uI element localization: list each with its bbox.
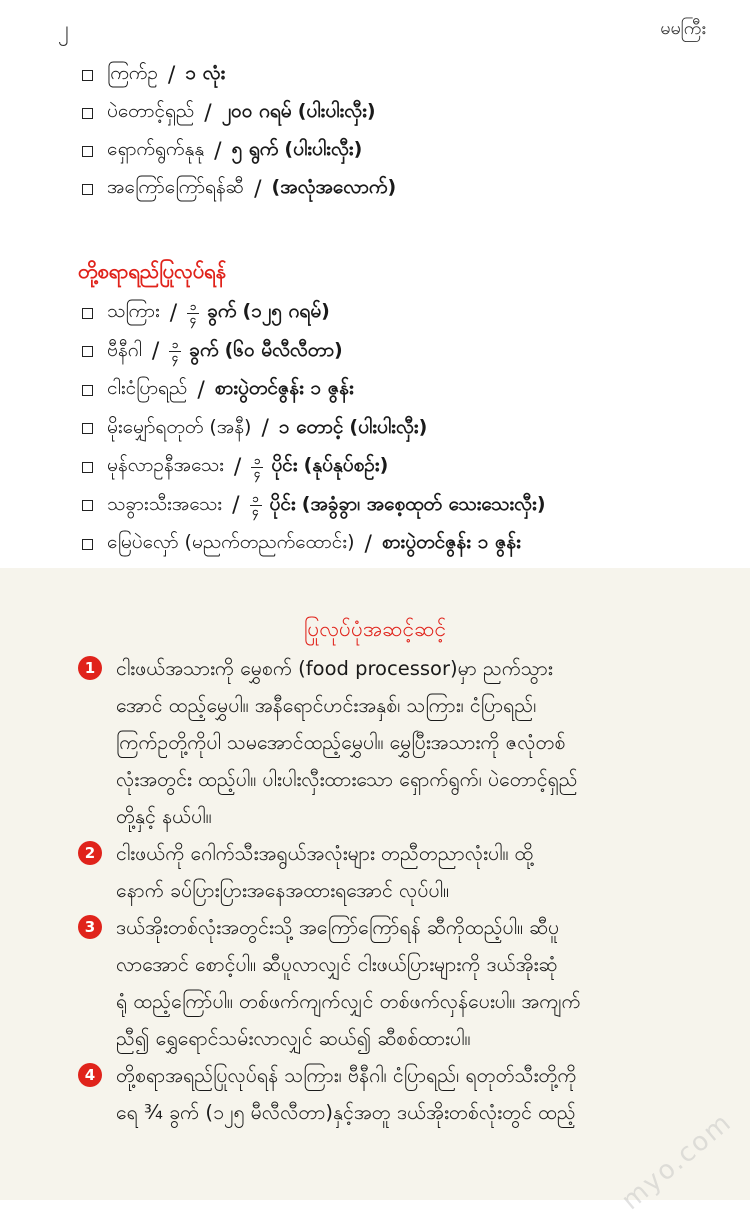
- separator: /: [167, 62, 176, 88]
- page-header: မမကြီး: [660, 18, 706, 39]
- list-item: [82, 410, 546, 449]
- checkbox-icon: [82, 108, 93, 119]
- step-2: [78, 835, 718, 909]
- checkbox-icon: [82, 146, 93, 157]
- list-item: [82, 371, 546, 410]
- separator: /: [197, 377, 205, 403]
- item-qty: ၁ တောင့်: [278, 415, 344, 438]
- item-name: သကြား: [107, 300, 160, 323]
- item-qty: စားပွဲတင်ဇွန်း ၁ ဇွန်း: [381, 531, 521, 554]
- step-number-badge: 3: [78, 915, 102, 939]
- item-note: (အလုံအလောက်): [271, 176, 397, 198]
- item-name: ရှောက်ရွက်နုနု: [107, 138, 205, 160]
- step-number-badge: 1: [78, 656, 102, 680]
- step-1: [78, 650, 718, 835]
- item-name: ငါးငံပြာရည်: [107, 377, 188, 400]
- checkbox-icon: [82, 462, 93, 473]
- fraction: [169, 340, 181, 363]
- item-qty: ခွက်: [189, 338, 219, 361]
- item-name: ပဲတောင့်ရှည်: [107, 100, 195, 122]
- separator: /: [214, 138, 222, 164]
- list-item: [82, 56, 396, 94]
- item-qty: ၁ လုံး: [185, 62, 226, 84]
- fraction-denominator: ၄: [190, 312, 197, 326]
- separator: /: [151, 339, 160, 365]
- item-qty: ပိုင်း: [271, 454, 298, 477]
- checkbox-icon: [82, 539, 93, 550]
- step-text-line: ငါးဖယ်အသားကို မွှေစက် (food processor)မှာ ညက်သွား: [116, 657, 553, 680]
- checkbox-icon: [82, 385, 93, 396]
- item-name: ဗီနီဂါ: [107, 338, 142, 361]
- item-note: (နုပ်နုပ်စဉ်း): [303, 454, 389, 477]
- item-name: အကြော်ကြော်ရန်ဆီ: [107, 176, 245, 198]
- step-text-line: လုံးအတွင်း ထည့်ပါ။ ပါးပါးလှီးထားသော ရှောက်ရွက်၊ ပဲတောင့်ရှည်: [116, 768, 578, 791]
- step-text-line: ရုံ ထည့်ကြော်ပါ။ တစ်ဖက်ကျက်လျှင် တစ်ဖက်လှန်ပေးပါ။ အကျက်: [116, 990, 581, 1013]
- list-item: [82, 170, 396, 208]
- item-name: မြေပဲလှော် (မညက်တညက်ထောင်း): [107, 531, 355, 554]
- step-number-badge: 2: [78, 841, 102, 865]
- checkbox-icon: [82, 70, 93, 81]
- step-text-line: ကြက်ဥတို့ကိုပါ သမအောင်ထည့်မွှေပါ။ မွှေပြီးအသားကို ဇလုံတစ်: [116, 731, 566, 754]
- item-name: မုန်လာဥနီအသေး: [107, 454, 224, 477]
- checkbox-icon: [82, 184, 93, 195]
- checkbox-icon: [82, 346, 93, 357]
- step-text-line: နောက် ခပ်ပြားပြားအနေအထားရအောင် လုပ်ပါ။: [116, 879, 449, 902]
- step-text-line: တို့စရာအရည်ပြုလုပ်ရန် သကြား၊ ဗီနီဂါ၊ ငံပြာရည်၊ ရတုတ်သီးတို့ကို: [116, 1064, 577, 1087]
- item-qty: ၅ ရွက်: [231, 138, 279, 160]
- fraction: [250, 494, 262, 517]
- fraction: [251, 453, 263, 480]
- step-text-line: ရေ ¾ ခွက် (၁၂၅ မီလီလီတာ)နှင့်အတူ ဒယ်အိုးတစ်လုံးတွင် ထည့်: [116, 1101, 576, 1124]
- list-item: [82, 333, 546, 372]
- checkbox-icon: [82, 423, 93, 434]
- sauce-ingredient-list: [82, 294, 546, 564]
- item-note: (၁၂၅ ဂရမ်): [242, 300, 330, 323]
- fraction-numerator: ၁: [252, 492, 259, 506]
- fraction-denominator: ၄: [252, 505, 259, 519]
- list-item: [82, 487, 546, 526]
- item-note: (ပါးပါးလှီး): [297, 100, 376, 122]
- item-qty: ၂၀၀ ဂရမ်: [221, 100, 292, 122]
- list-item: [82, 525, 546, 564]
- fraction-numerator: ၁: [254, 453, 261, 467]
- page-number: ၂: [58, 17, 69, 42]
- item-note: (ပါးပါးလှီး): [349, 415, 428, 438]
- item-note: (၆၀ မီလီလီတာ): [224, 338, 343, 361]
- separator: /: [261, 416, 269, 442]
- item-name: မိုးမျှော်ရတုတ် (အနီ): [107, 415, 252, 438]
- item-name: သခွားသီးအသေး: [107, 492, 223, 515]
- method-steps: [78, 650, 718, 1131]
- separator: /: [232, 493, 240, 519]
- watermark: myo.com: [616, 1107, 738, 1216]
- checkbox-icon: [82, 308, 93, 319]
- separator: /: [169, 300, 178, 326]
- step-text-line: လာအောင် စောင့်ပါ။ ဆီပူလာလျှင် ငါးဖယ်ပြားများကို ဒယ်အိုးဆုံ: [116, 953, 558, 976]
- item-qty: ပိုင်း: [269, 492, 296, 515]
- item-name: ကြက်ဥ: [107, 62, 158, 84]
- step-text-line: ညီ၍ ရွှေရောင်သမ်းလာလျှင် ဆယ်၍ ဆီစစ်ထားပါ။: [116, 1027, 471, 1050]
- separator: /: [204, 100, 212, 126]
- fraction-denominator: ၄: [254, 466, 261, 480]
- step-3: [78, 909, 718, 1057]
- item-note: (အခွံခွာ၊ အစေ့ထုတ် သေးသေးလှီး): [301, 492, 546, 515]
- step-text-line: အောင် ထည့်မွှေပါ။ အနီရောင်ဟင်းအနှစ်၊ သကြား၊ ငံပြာရည်၊: [116, 694, 537, 717]
- fraction-numerator: ၁: [190, 299, 197, 313]
- step-number-badge: 4: [78, 1063, 102, 1087]
- list-item: [82, 94, 396, 132]
- step-text-line: ငါးဖယ်ကို ဂေါက်သီးအရွယ်အလုံးများ တညီတညာလုံးပါ။ ထို့: [116, 842, 534, 865]
- fraction-numerator: ၁: [172, 338, 179, 352]
- step-text-line: တို့နှင့် နယ်ပါ။: [116, 805, 212, 828]
- section-heading-method: ပြုလုပ်ပုံအဆင့်ဆင့်: [303, 617, 447, 641]
- section-heading-sauce: တို့စရာရည်ပြုလုပ်ရန်: [78, 259, 227, 283]
- list-item: [82, 294, 546, 333]
- checkbox-icon: [82, 500, 93, 511]
- ingredient-list: [82, 56, 396, 208]
- list-item: [82, 132, 396, 170]
- fraction: [187, 299, 199, 326]
- item-qty: ခွက်: [207, 300, 237, 323]
- step-4: [78, 1057, 718, 1131]
- separator: /: [254, 176, 262, 202]
- list-item: [82, 448, 546, 487]
- item-qty: စားပွဲတင်ဇွန်း ၁ ဇွန်း: [214, 377, 354, 400]
- separator: /: [364, 531, 372, 557]
- step-text-line: ဒယ်အိုးတစ်လုံးအတွင်းသို့ အကြော်ကြော်ရန် ဆီကိုထည့်ပါ။ ဆီပူ: [116, 916, 560, 939]
- fraction-denominator: ၄: [172, 351, 179, 365]
- separator: /: [233, 454, 242, 480]
- item-note: (ပါးပါးလှီး): [284, 138, 363, 160]
